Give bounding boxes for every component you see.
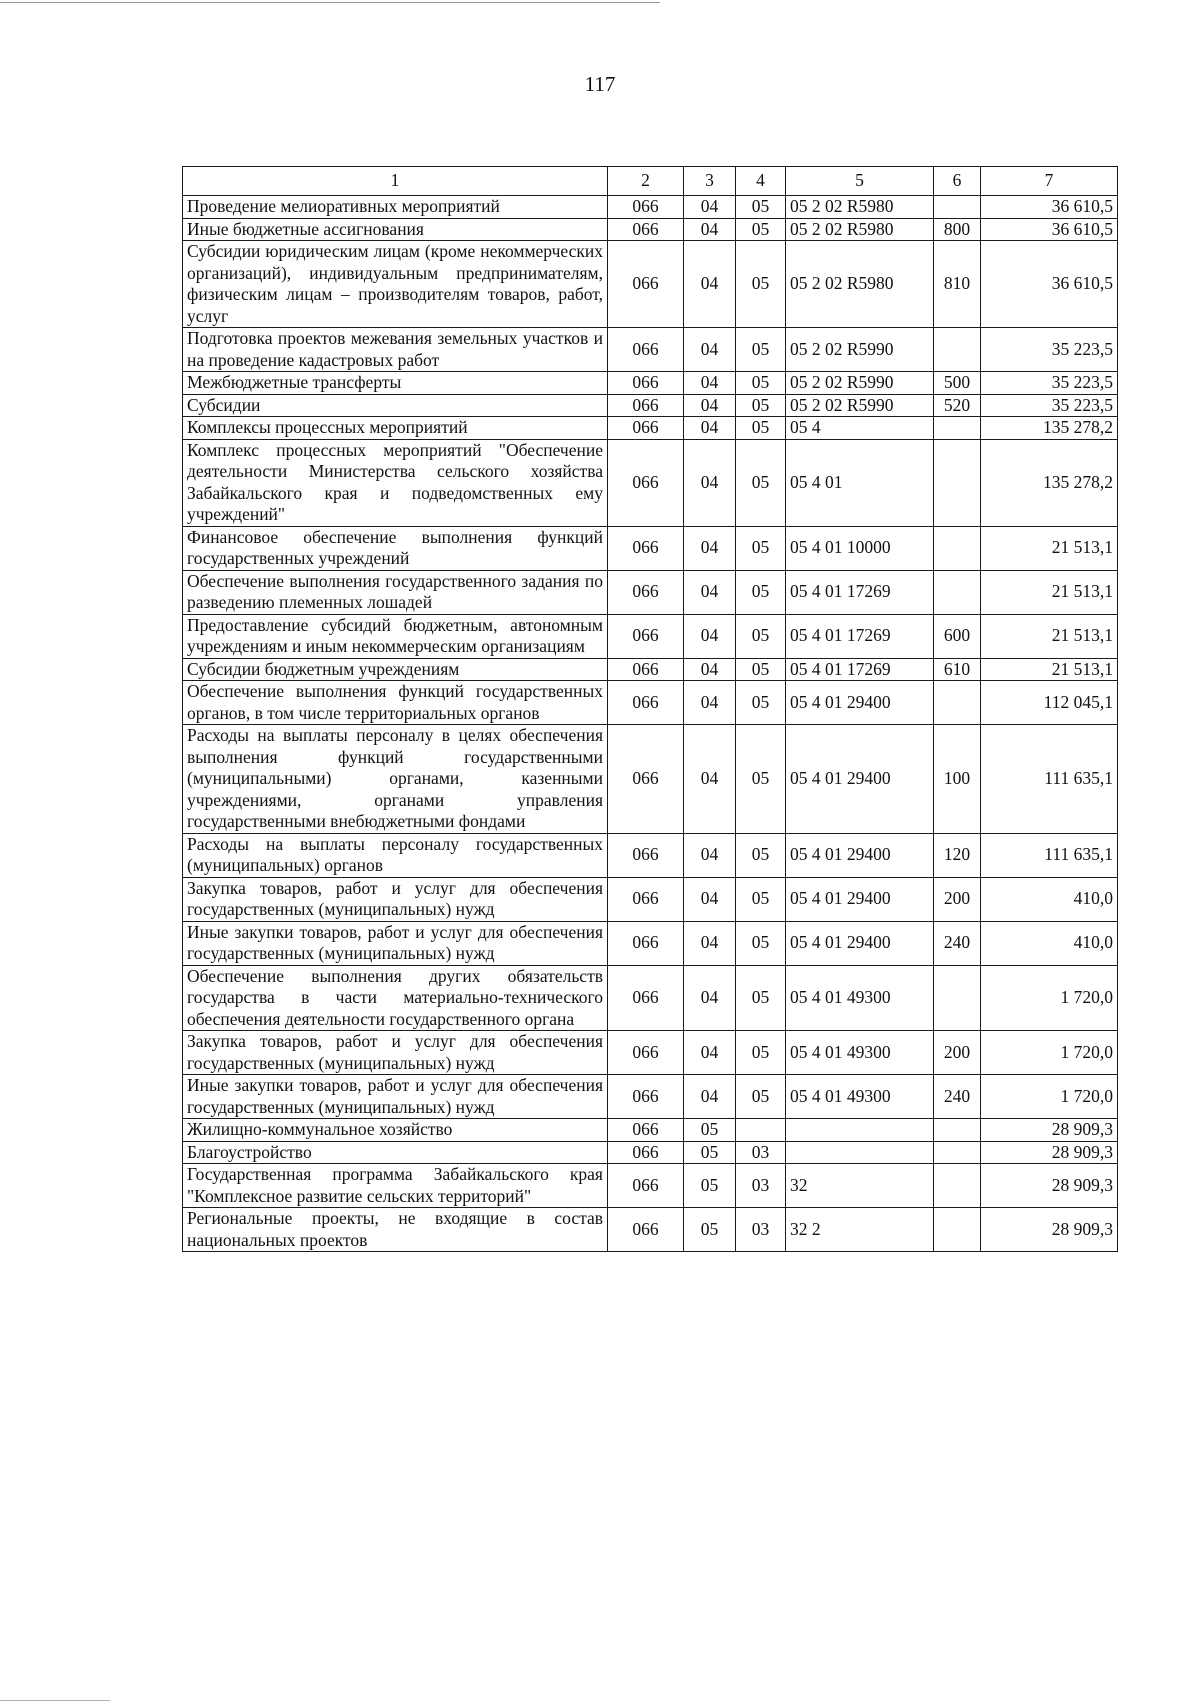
table-row (183, 833, 1118, 877)
row-code-col5: 05 2 02 R5980 (786, 196, 934, 219)
row-code-col4: 05 (736, 570, 786, 614)
row-code-col2: 066 (608, 1141, 684, 1164)
row-amount: 36 610,5 (981, 241, 1118, 328)
row-amount: 111 635,1 (981, 725, 1118, 834)
row-code-col4: 03 (736, 1208, 786, 1252)
page-number: 117 (584, 72, 616, 96)
row-code-col6 (934, 1164, 981, 1208)
row-code-col6: 200 (934, 1031, 981, 1075)
header-cell-2: 2 (608, 167, 684, 196)
table-row (183, 417, 1118, 440)
row-description: Обеспечение выполнения функций государственных органов, в том числе территориальных органов (183, 681, 608, 725)
row-amount: 36 610,5 (981, 218, 1118, 241)
row-description: Комплексы процессных мероприятий (183, 417, 608, 440)
table-row (183, 1141, 1118, 1164)
row-description: Государственная программа Забайкальского края "Комплексное развитие сельских территорий" (183, 1164, 608, 1208)
row-code-col4: 05 (736, 965, 786, 1031)
row-code-col6 (934, 417, 981, 440)
row-code-col3: 04 (684, 614, 736, 658)
row-code-col3: 05 (684, 1141, 736, 1164)
row-description: Расходы на выплаты персоналу в целях обеспечения выполнения функций государственными (муниципальными) органами, казенными учреждениями, органами управления государственными внебюджетными фондами (183, 725, 608, 834)
row-code-col6 (934, 1208, 981, 1252)
row-code-col4: 05 (736, 218, 786, 241)
row-code-col3: 04 (684, 526, 736, 570)
table-row (183, 196, 1118, 219)
row-description: Закупка товаров, работ и услуг для обеспечения государственных (муниципальных) нужд (183, 1031, 608, 1075)
row-code-col4: 05 (736, 417, 786, 440)
table-row (183, 1208, 1118, 1252)
table-row (183, 1031, 1118, 1075)
row-code-col4: 03 (736, 1141, 786, 1164)
row-code-col5: 05 2 02 R5990 (786, 328, 934, 372)
row-code-col6 (934, 439, 981, 526)
row-code-col2: 066 (608, 1208, 684, 1252)
row-code-col2: 066 (608, 241, 684, 328)
row-code-col6: 810 (934, 241, 981, 328)
row-code-col6: 610 (934, 658, 981, 681)
row-code-col2: 066 (608, 725, 684, 834)
row-code-col5: 32 (786, 1164, 934, 1208)
row-code-col2: 066 (608, 965, 684, 1031)
table-row (183, 1164, 1118, 1208)
row-code-col6: 200 (934, 877, 981, 921)
row-code-col2: 066 (608, 1075, 684, 1119)
row-code-col6 (934, 328, 981, 372)
row-code-col6: 240 (934, 921, 981, 965)
row-code-col3: 04 (684, 658, 736, 681)
row-description: Субсидии бюджетным учреждениям (183, 658, 608, 681)
table-row (183, 372, 1118, 395)
row-code-col3: 04 (684, 570, 736, 614)
row-code-col3: 04 (684, 833, 736, 877)
row-code-col3: 04 (684, 1031, 736, 1075)
row-description: Субсидии (183, 394, 608, 417)
row-code-col5: 05 4 01 49300 (786, 965, 934, 1031)
row-code-col2: 066 (608, 372, 684, 395)
row-amount: 112 045,1 (981, 681, 1118, 725)
row-code-col6 (934, 570, 981, 614)
row-code-col4: 05 (736, 328, 786, 372)
row-code-col3: 04 (684, 1075, 736, 1119)
table-row (183, 570, 1118, 614)
row-amount: 135 278,2 (981, 417, 1118, 440)
row-code-col3: 04 (684, 196, 736, 219)
row-code-col2: 066 (608, 1164, 684, 1208)
row-amount: 111 635,1 (981, 833, 1118, 877)
row-amount: 410,0 (981, 921, 1118, 965)
table-row (183, 921, 1118, 965)
row-description: Закупка товаров, работ и услуг для обеспечения государственных (муниципальных) нужд (183, 877, 608, 921)
row-code-col5: 05 4 01 10000 (786, 526, 934, 570)
row-code-col4: 05 (736, 614, 786, 658)
row-code-col4: 05 (736, 241, 786, 328)
row-code-col2: 066 (608, 658, 684, 681)
row-code-col2: 066 (608, 614, 684, 658)
row-code-col5: 05 4 01 49300 (786, 1031, 934, 1075)
row-description: Жилищно-коммунальное хозяйство (183, 1119, 608, 1142)
row-amount: 1 720,0 (981, 1075, 1118, 1119)
row-code-col2: 066 (608, 218, 684, 241)
row-amount: 21 513,1 (981, 526, 1118, 570)
table-row (183, 218, 1118, 241)
row-code-col5: 05 4 01 29400 (786, 833, 934, 877)
table-row (183, 877, 1118, 921)
row-code-col2: 066 (608, 526, 684, 570)
row-code-col3: 05 (684, 1208, 736, 1252)
row-description: Проведение мелиоративных мероприятий (183, 196, 608, 219)
row-amount: 28 909,3 (981, 1119, 1118, 1142)
row-description: Региональные проекты, не входящие в состав национальных проектов (183, 1208, 608, 1252)
row-amount: 28 909,3 (981, 1208, 1118, 1252)
row-amount: 36 610,5 (981, 196, 1118, 219)
row-code-col3: 04 (684, 328, 736, 372)
row-description: Расходы на выплаты персоналу государственных (муниципальных) органов (183, 833, 608, 877)
row-code-col2: 066 (608, 328, 684, 372)
row-amount: 35 223,5 (981, 372, 1118, 395)
top-edge-line (0, 2, 660, 3)
budget-table (182, 166, 1118, 1252)
table-row (183, 614, 1118, 658)
row-code-col6 (934, 1119, 981, 1142)
row-code-col2: 066 (608, 439, 684, 526)
row-description: Подготовка проектов межевания земельных участков и на проведение кадастровых работ (183, 328, 608, 372)
row-amount: 1 720,0 (981, 965, 1118, 1031)
row-code-col2: 066 (608, 1119, 684, 1142)
row-code-col6: 240 (934, 1075, 981, 1119)
row-code-col5: 05 4 01 29400 (786, 877, 934, 921)
header-cell-7: 7 (981, 167, 1118, 196)
row-code-col6 (934, 965, 981, 1031)
row-code-col3: 04 (684, 921, 736, 965)
header-cell-5: 5 (786, 167, 934, 196)
row-code-col4: 05 (736, 658, 786, 681)
row-description: Иные бюджетные ассигнования (183, 218, 608, 241)
row-code-col6: 800 (934, 218, 981, 241)
row-code-col2: 066 (608, 196, 684, 219)
row-code-col5: 05 4 01 17269 (786, 658, 934, 681)
row-code-col3: 04 (684, 725, 736, 834)
row-code-col4: 05 (736, 394, 786, 417)
header-cell-1: 1 (183, 167, 608, 196)
row-amount: 21 513,1 (981, 614, 1118, 658)
row-amount: 28 909,3 (981, 1164, 1118, 1208)
row-description: Обеспечение выполнения государственного задания по разведению племенных лошадей (183, 570, 608, 614)
row-description: Комплекс процессных мероприятий "Обеспечение деятельности Министерства сельского хозяйства Забайкальского края и подведомственных ему учреждений" (183, 439, 608, 526)
row-code-col2: 066 (608, 570, 684, 614)
row-code-col3: 05 (684, 1119, 736, 1142)
row-code-col5: 05 4 01 29400 (786, 681, 934, 725)
table-row (183, 1075, 1118, 1119)
row-code-col4: 05 (736, 1031, 786, 1075)
row-code-col3: 04 (684, 218, 736, 241)
row-code-col5 (786, 1119, 934, 1142)
table-row (183, 658, 1118, 681)
row-amount: 135 278,2 (981, 439, 1118, 526)
row-description: Благоустройство (183, 1141, 608, 1164)
row-code-col5 (786, 1141, 934, 1164)
row-code-col5: 05 4 01 (786, 439, 934, 526)
row-description: Иные закупки товаров, работ и услуг для обеспечения государственных (муниципальных) нужд (183, 1075, 608, 1119)
row-code-col4: 05 (736, 196, 786, 219)
table-row (183, 241, 1118, 328)
row-code-col4 (736, 1119, 786, 1142)
row-amount: 21 513,1 (981, 570, 1118, 614)
header-cell-3: 3 (684, 167, 736, 196)
row-code-col6 (934, 196, 981, 219)
row-description: Субсидии юридическим лицам (кроме некоммерческих организаций), индивидуальным предпринимателям, физическим лицам – производителям товаров, работ, услуг (183, 241, 608, 328)
row-code-col5: 05 2 02 R5980 (786, 241, 934, 328)
row-code-col2: 066 (608, 921, 684, 965)
row-code-col4: 05 (736, 833, 786, 877)
row-code-col3: 04 (684, 372, 736, 395)
row-code-col5: 05 4 01 17269 (786, 570, 934, 614)
row-code-col3: 04 (684, 965, 736, 1031)
row-code-col6: 120 (934, 833, 981, 877)
row-code-col4: 03 (736, 1164, 786, 1208)
table-row (183, 526, 1118, 570)
row-code-col4: 05 (736, 439, 786, 526)
row-code-col4: 05 (736, 526, 786, 570)
row-description: Иные закупки товаров, работ и услуг для обеспечения государственных (муниципальных) нужд (183, 921, 608, 965)
row-code-col5: 05 4 (786, 417, 934, 440)
row-code-col4: 05 (736, 725, 786, 834)
table-row (183, 1119, 1118, 1142)
row-amount: 1 720,0 (981, 1031, 1118, 1075)
row-description: Обеспечение выполнения других обязательств государства в части материально-технического обеспечения деятельности государственного органа (183, 965, 608, 1031)
row-code-col4: 05 (736, 877, 786, 921)
row-description: Финансовое обеспечение выполнения функций государственных учреждений (183, 526, 608, 570)
row-code-col4: 05 (736, 1075, 786, 1119)
row-code-col2: 066 (608, 394, 684, 417)
bottom-edge-line (0, 1700, 110, 1701)
table-row (183, 681, 1118, 725)
row-code-col3: 04 (684, 877, 736, 921)
table-row (183, 439, 1118, 526)
row-code-col5: 05 2 02 R5980 (786, 218, 934, 241)
row-code-col3: 04 (684, 394, 736, 417)
row-code-col5: 05 2 02 R5990 (786, 394, 934, 417)
row-code-col6 (934, 526, 981, 570)
table-row (183, 965, 1118, 1031)
row-code-col5: 05 4 01 49300 (786, 1075, 934, 1119)
row-code-col2: 066 (608, 833, 684, 877)
row-description: Межбюджетные трансферты (183, 372, 608, 395)
row-code-col3: 04 (684, 439, 736, 526)
row-code-col6: 100 (934, 725, 981, 834)
row-code-col6 (934, 681, 981, 725)
row-code-col3: 04 (684, 417, 736, 440)
header-cell-4: 4 (736, 167, 786, 196)
row-code-col5: 05 4 01 29400 (786, 921, 934, 965)
row-code-col5: 05 4 01 29400 (786, 725, 934, 834)
row-code-col3: 05 (684, 1164, 736, 1208)
row-code-col5: 32 2 (786, 1208, 934, 1252)
row-code-col2: 066 (608, 681, 684, 725)
row-code-col6: 600 (934, 614, 981, 658)
row-code-col4: 05 (736, 921, 786, 965)
row-code-col2: 066 (608, 417, 684, 440)
row-code-col5: 05 2 02 R5990 (786, 372, 934, 395)
row-amount: 28 909,3 (981, 1141, 1118, 1164)
row-amount: 35 223,5 (981, 328, 1118, 372)
table-row (183, 725, 1118, 834)
row-code-col6 (934, 1141, 981, 1164)
table-header-row (183, 167, 1118, 196)
row-amount: 21 513,1 (981, 658, 1118, 681)
table-row (183, 328, 1118, 372)
row-code-col2: 066 (608, 1031, 684, 1075)
row-code-col6: 500 (934, 372, 981, 395)
row-description: Предоставление субсидий бюджетным, автономным учреждениям и иным некоммерческим организациям (183, 614, 608, 658)
row-code-col5: 05 4 01 17269 (786, 614, 934, 658)
table-row (183, 394, 1118, 417)
row-code-col6: 520 (934, 394, 981, 417)
row-code-col3: 04 (684, 241, 736, 328)
row-code-col2: 066 (608, 877, 684, 921)
header-cell-6: 6 (934, 167, 981, 196)
row-amount: 35 223,5 (981, 394, 1118, 417)
row-amount: 410,0 (981, 877, 1118, 921)
row-code-col3: 04 (684, 681, 736, 725)
row-code-col4: 05 (736, 681, 786, 725)
row-code-col4: 05 (736, 372, 786, 395)
